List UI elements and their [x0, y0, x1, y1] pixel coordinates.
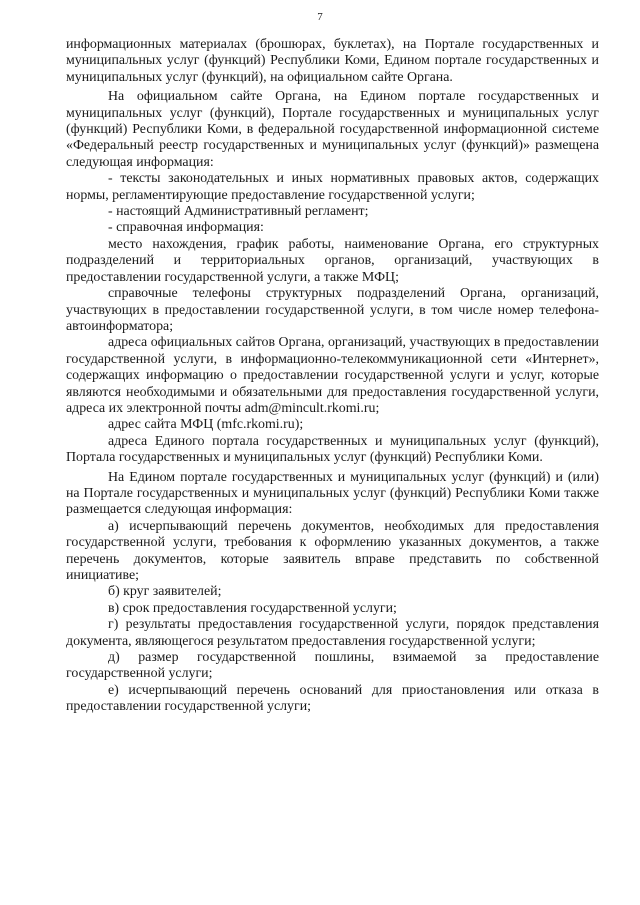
list-item-b-applicants: б) круг заявителей;: [108, 584, 222, 600]
list-item-a-documents: а) исчерпывающий перечень документов, необходимых для предоставления государственной услуги, требования к оформлению указанных документов, а также перечень документов, которые заявитель вправе представить по собственной инициативе;: [66, 518, 599, 583]
paragraph-mfc-site: адрес сайта МФЦ (mfc.rkomi.ru);: [108, 417, 304, 433]
list-item-e-duty: д) размер государственной пошлины, взимаемой за предоставление государственной услуги;: [66, 650, 599, 682]
list-item-c-term: в) срок предоставления государственной услуги;: [108, 600, 397, 616]
page-number: 7: [317, 11, 323, 23]
paragraph-intro-continuation: информационных материалах (брошюрах, буклетах), на Портале государственных и муниципальных услуг (функций) Республики Коми, Едином портале государственных и муниципальных услуг (функций), на официальном сайте Органа.: [66, 37, 599, 85]
list-item-d-results: г) результаты предоставления государственной услуги, порядок представления документа, являющегося результатом предоставления государственной услуги;: [66, 617, 599, 649]
paragraph-portal-addresses: адреса Единого портала государственных и муниципальных услуг (функций), Портала государственных и муниципальных услуг (функций) Республики Коми.: [66, 433, 599, 466]
paragraph-portal-info-heading: На Едином портале государственных и муниципальных услуг (функций) и (или) на Портале государственных и муниципальных услуг (функций) Республики Коми также размещается следующая информация:: [66, 469, 599, 518]
paragraph-official-sites-addresses: адреса официальных сайтов Органа, организаций, участвующих в предоставлении государственной услуги, в информационно-телекоммуникационной сети «Интернет», содержащих информацию о предоставлении государственной услуги и услуг, которые являются необходимыми и обязательными для предоставления государственной услуги, адреса их электронной почты adm@mincult.rkomi.ru;: [66, 335, 599, 416]
paragraph-location-schedule: место нахождения, график работы, наименование Органа, его структурных подразделений и территориальных органов, организаций, участвующих в предоставлении государственной услуги, а также МФЦ;: [66, 236, 599, 285]
paragraph-official-site-info: На официальном сайте Органа, на Едином портале государственных и муниципальных услуг (функций), Портале государственных и муниципальных услуг (функций) Республики Коми, в федеральной государственной информационной системе «Федеральный реестр государственных и муниципальных услуг (функций)» размещена следующая информация:: [66, 89, 599, 170]
paragraph-reference-phones: справочные телефоны структурных подразделений Органа, организаций, участвующих в предоставлении государственной услуги, в том числе номер телефона-автоинформатора;: [66, 286, 599, 334]
list-item-f-refusal-grounds: е) исчерпывающий перечень оснований для приостановления или отказа в предоставлении государственной услуги;: [66, 682, 599, 715]
list-item-legal-acts: - тексты законодательных и иных нормативных правовых актов, содержащих нормы, регламентирующие предоставление государственной услуги;: [66, 171, 599, 203]
document-body: [66, 37, 599, 716]
list-item-reference-info: - справочная информация:: [108, 220, 264, 236]
list-item-regulation: - настоящий Административный регламент;: [108, 204, 369, 220]
